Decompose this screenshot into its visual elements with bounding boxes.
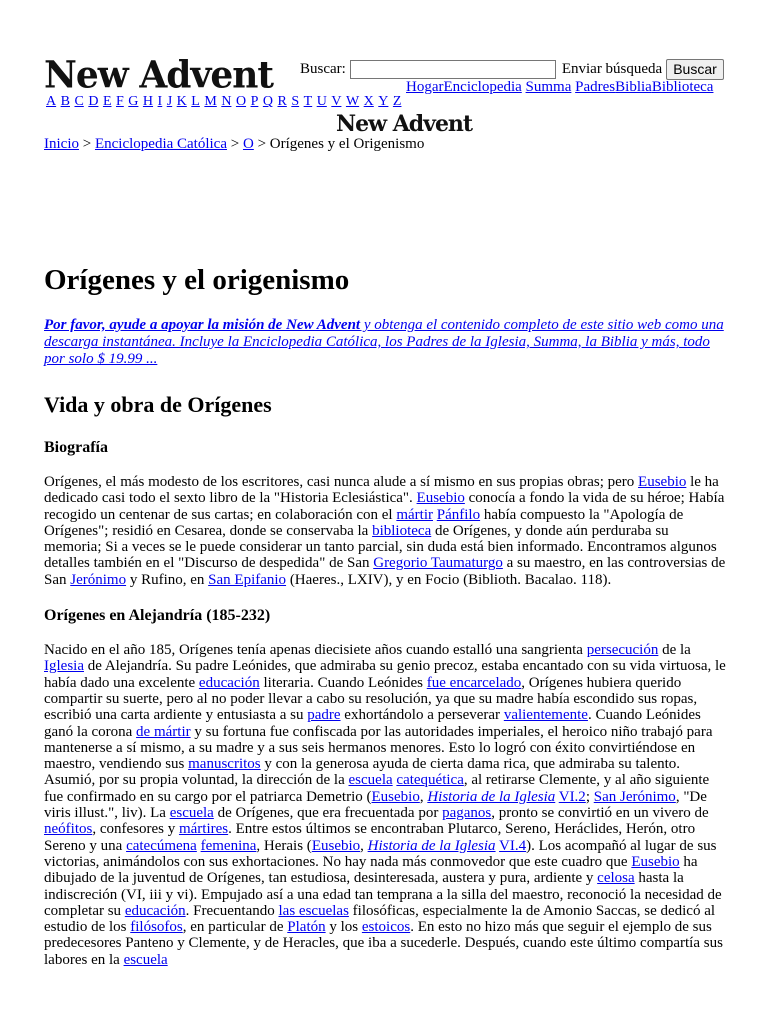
inline-link[interactable]: paganos (442, 805, 492, 822)
paragraph-biography (44, 474, 726, 588)
paragraph-text: había compuesto la "Apología de Orígenes"; residió en Cesarea, donde se conservaba la (44, 506, 684, 539)
paragraph-text: de la (658, 642, 691, 659)
paragraph-text: literaria. Cuando Leónides (259, 674, 427, 691)
search-input[interactable] (350, 60, 556, 79)
paragraph-text: Orígenes, el más modesto de los escritores, casi nunca alude a sí mismo en sus propias obras; pero (44, 474, 639, 490)
alphabet-link-e[interactable]: E (102, 94, 112, 109)
paragraph-text: (Haeres., LXIV), y en Focio (Biblioth. Bacalao. 118). (286, 571, 612, 588)
new-advent-logo-small[interactable]: New Advent (336, 111, 473, 137)
inline-link[interactable]: Eusebio (371, 788, 420, 805)
inline-link[interactable]: estoicos (361, 919, 411, 936)
inline-link[interactable]: catecúmena (126, 837, 197, 854)
alphabet-link-i[interactable]: I (157, 94, 163, 109)
nav-home-link[interactable]: Hogar (406, 79, 444, 95)
inline-link[interactable]: Gregorio Taumaturgo (373, 555, 503, 572)
inline-link[interactable]: Eusebio (416, 490, 465, 507)
search-label: Buscar: (300, 60, 346, 77)
alphabet-link-o[interactable]: O (235, 94, 247, 109)
inline-link-italic[interactable]: Historia de la Iglesia (427, 788, 556, 805)
paragraph-text: hasta la indiscreción (VI, iii y vi). Empujado así a una edad tan temprana a la silla del maestro, reconoció la necesidad de completar su (44, 870, 722, 919)
inline-link[interactable]: femenina (200, 837, 257, 854)
inline-link-italic[interactable]: Historia de la Iglesia (367, 837, 496, 854)
inline-link[interactable]: biblioteca (372, 522, 432, 539)
paragraph-text: , (360, 837, 368, 854)
paragraph-text: , confesores y (92, 821, 179, 838)
search-form (300, 58, 724, 80)
paragraph-text: de Orígenes, que era frecuentada por (213, 805, 443, 822)
alphabet-link-w[interactable]: W (345, 94, 360, 109)
alphabet-link-g[interactable]: G (128, 94, 139, 109)
inline-link[interactable]: manuscritos (188, 756, 261, 773)
new-advent-logo[interactable]: New Advent (44, 52, 274, 98)
paragraph-text: y su fortuna fue confiscada por las autoridades imperiales, el heroico niño trabajó para mantenerse a sí mismo, a su madre y a sus seis hermanos menores. Esto lo logró con éxito convirtiéndose en maestro, vendiendo sus (44, 723, 713, 773)
section-heading: Vida y obra de Orígenes (44, 392, 272, 417)
paragraph-text: Nacido en el año 185, Orígenes tenía apenas diecisiete años cuando estalló una sangrienta (44, 642, 587, 659)
inline-link[interactable]: VI.4 (499, 837, 527, 854)
paragraph-text: y Rufino, en (126, 571, 209, 588)
article-content (44, 260, 726, 968)
inline-link[interactable]: escuela (169, 805, 214, 822)
inline-link[interactable]: neófitos (44, 821, 93, 838)
inline-link[interactable]: las escuelas (278, 902, 349, 919)
paragraph-text: , pronto se convirtió en un vivero de (491, 805, 709, 822)
nav-library-link[interactable]: Biblioteca (651, 79, 714, 95)
inline-link[interactable]: valientemente (503, 707, 588, 724)
alphabet-link-k[interactable]: K (176, 94, 187, 109)
paragraph-text: , (419, 788, 428, 805)
paragraph-text: filosóficas, especialmente la de Amonio Saccas, se dedicó al estudio de los (44, 902, 716, 936)
paragraph-text: ; (585, 788, 594, 805)
inline-link[interactable]: Iglesia (44, 658, 84, 675)
paragraph-text: de Alejandría. Su padre Leónides, que admiraba su genio precoz, estaba encantado con su vida virtuosa, le había dado una excelente (44, 658, 726, 691)
alphabet-link-m[interactable]: M (204, 94, 217, 109)
alphabet-link-a[interactable]: A (46, 94, 57, 109)
alphabet-link-j[interactable]: J (166, 94, 173, 109)
search-button[interactable]: Buscar (666, 59, 724, 80)
nav-bible-link[interactable]: Biblia (615, 79, 652, 95)
paragraph-text: . Frecuentando (185, 902, 279, 919)
inline-link[interactable]: Pánfilo (436, 506, 481, 523)
paragraph-text: , Herais ( (256, 837, 312, 854)
inline-link[interactable]: educación (124, 902, 186, 919)
inline-link[interactable]: mártires (178, 821, 229, 838)
alphabet-link-d[interactable]: D (88, 94, 99, 109)
alphabet-link-s[interactable]: S (291, 94, 300, 109)
breadcrumb (44, 136, 424, 153)
alphabet-link-h[interactable]: H (142, 94, 154, 109)
alphabet-index (46, 94, 406, 110)
alphabet-link-c[interactable]: C (74, 94, 84, 109)
breadcrumb-section-link[interactable]: Enciclopedia Católica (94, 136, 227, 152)
support-appeal-text: y obtenga el contenido completo de este sitio web como una descarga instantánea. Incluye la Enciclopedia Católica, los Padres de la Iglesia, Summa, la Biblia y más, todo por solo $ 19.99 ... (44, 317, 724, 367)
paragraph-text: , al retirarse Clemente, y al año siguiente fue confirmado en su cargo por el patriarca Demetrio ( (44, 772, 710, 805)
support-appeal-link[interactable] (44, 317, 724, 367)
paragraph-text: . Cuando Leónides ganó la corona (44, 707, 701, 740)
alphabet-link-u[interactable]: U (316, 94, 327, 109)
alphabet-link-b[interactable]: B (60, 94, 70, 109)
paragraph-text: , Orígenes hubiera querido compartir su suerte, pero al no poder llevar a cabo su resolución, ya que su madre había escondido sus ropas, escribió una carta ardiente y entusiasta a su (44, 674, 698, 724)
inline-link[interactable]: Eusebio (631, 853, 680, 870)
inline-link[interactable]: filósofos (130, 919, 183, 936)
inline-link[interactable]: San Jerónimo (593, 788, 676, 805)
inline-link[interactable]: educación (198, 674, 260, 691)
subsection-biography: Biografía (44, 439, 108, 456)
inline-link[interactable]: Eusebio (638, 474, 687, 490)
inline-link[interactable]: de mártir (136, 723, 191, 740)
inline-link[interactable]: catequética (396, 772, 464, 789)
alphabet-link-y[interactable]: Y (378, 94, 389, 109)
support-appeal-bold: Por favor, ayude a apoyar la misión de New Advent (44, 317, 361, 333)
paragraph-text: . En esto no hizo más que seguir el ejemplo de sus predecesores Panteno y Clemente, y de Heracles, que iba a sucederle. Después, cuando este último compartía sus labores en la (44, 919, 723, 968)
breadcrumb-separator: > (227, 136, 243, 152)
inline-link[interactable]: celosa (597, 870, 635, 887)
alphabet-link-z[interactable]: Z (392, 94, 402, 109)
alphabet-link-f[interactable]: F (116, 94, 124, 109)
inline-link[interactable]: Eusebio (311, 837, 361, 854)
alphabet-link-t[interactable]: T (303, 94, 313, 109)
breadcrumb-separator: > (79, 136, 95, 152)
inline-link[interactable]: escuela (123, 951, 168, 968)
paragraph-text: ). Los acompañó al lugar de sus victorias, animándolos con sus exhortaciones. No hay nada más conmovedor que este cuadro que (44, 837, 717, 870)
subsection-alexandria: Orígenes en Alejandría (185-232) (44, 607, 271, 625)
page-title: Orígenes y el origenismo (44, 264, 350, 296)
inline-link[interactable]: Platón (287, 919, 326, 936)
paragraph-text: conocía a fondo la vida de su héroe; Había recogido un centenar de sus cartas; en colaboración con el (44, 490, 725, 523)
paragraph-text: y con la generosa ayuda de cierta dama rica, que admiraba su talento. Asumió, por su propia voluntad, la dirección de la (44, 756, 681, 789)
inline-link[interactable]: escuela (348, 772, 393, 789)
nav-encyclopedia-link[interactable]: Enciclopedia (443, 79, 522, 95)
alphabet-link-v[interactable]: V (331, 94, 342, 109)
breadcrumb-home-link[interactable]: Inicio (44, 136, 79, 152)
paragraph-text: le ha dedicado casi todo el sexto libro de la "Historia Eclesiástica". (44, 474, 719, 507)
inline-link[interactable]: fue encarcelado (426, 674, 522, 691)
alphabet-link-r[interactable]: R (277, 94, 287, 109)
inline-link[interactable]: persecución (586, 642, 659, 659)
inline-link[interactable]: San Epifanio (208, 571, 287, 588)
paragraph-text: . Entre estos últimos se encontraban Plutarco, Sereno, Heráclides, Herón, otro Sereno y una (44, 821, 696, 854)
alphabet-link-q[interactable]: Q (262, 94, 273, 109)
paragraph-text: , "De viris illust.", liv). La (44, 788, 707, 822)
paragraph-text: de Orígenes, y donde aún perduraba su memoria; Si a veces se le puede considerar un tanto parcial, sin duda está bien informado. Encontramos algunos detalles también en el "Discurso de despedida" de San (44, 522, 717, 572)
alphabet-link-n[interactable]: N (221, 94, 232, 109)
support-appeal (44, 317, 726, 368)
paragraph-text: , en particular de (182, 919, 288, 936)
main-nav (406, 79, 713, 96)
nav-summa-link[interactable]: Summa (525, 79, 572, 95)
nav-fathers-link[interactable]: Padres (575, 79, 616, 95)
inline-link[interactable]: Jerónimo (70, 571, 127, 588)
paragraph-text: ha dibujado de la juventud de Orígenes, tan estudiosa, desinteresada, austera y pura, ardiente y (44, 853, 698, 887)
alphabet-link-p[interactable]: P (250, 94, 259, 109)
inline-link[interactable]: padre (307, 707, 341, 724)
breadcrumb-letter-link[interactable]: O (242, 136, 254, 152)
paragraph-alexandria (44, 642, 726, 968)
paragraph-text: a su maestro, en las controversias de San (44, 555, 726, 588)
inline-link[interactable]: VI.2 (558, 788, 586, 805)
alphabet-link-x[interactable]: X (363, 94, 374, 109)
alphabet-link-l[interactable]: L (191, 94, 200, 109)
submit-search-label: Enviar búsqueda (561, 60, 663, 77)
inline-link[interactable]: mártir (396, 506, 434, 523)
paragraph-text: y los (325, 919, 362, 936)
breadcrumb-separator: > (253, 136, 270, 152)
breadcrumb-current: Orígenes y el Origenismo (269, 136, 425, 152)
paragraph-text: exhortándolo a perseverar (340, 707, 504, 724)
